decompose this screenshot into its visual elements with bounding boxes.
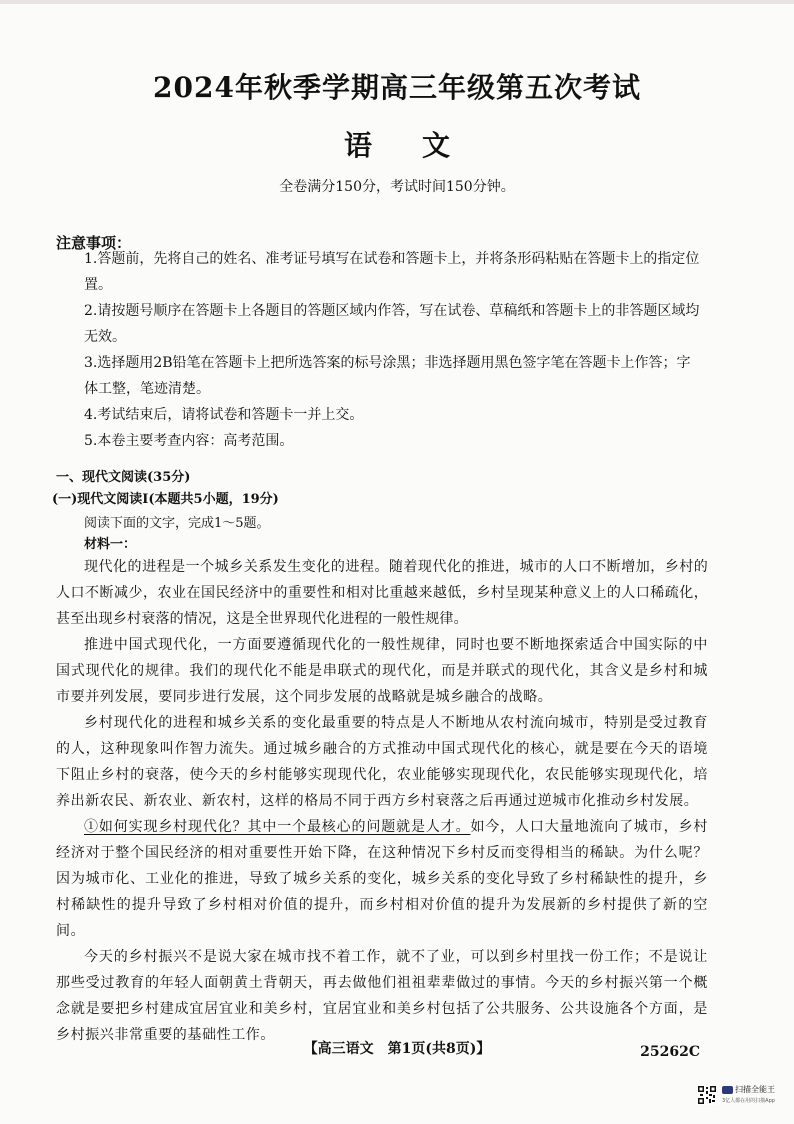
paragraph: 现代化的进程是一个城乡关系发生变化的进程。随着现代化的推进，城市的人口不断增加，乡村的人口不断减少，农业在国民经济中的重要性和相对比重越来越低，乡村呈现某种意义上的人口稀疏化，甚至出现乡村衰落的情况，这是全世界现代化进程的一般性规律。: [56, 559, 708, 627]
paragraph: [56, 814, 708, 944]
exam-title: 2024年秋季学期高三年级第五次考试: [153, 71, 641, 104]
scanner-logo-icon: [722, 1086, 733, 1094]
material-body: [56, 554, 708, 1048]
sub-section-heading: (一)现代文阅读Ⅰ(本题共5小题，19分): [52, 492, 279, 507]
notice-title: 注意事项：: [56, 234, 132, 252]
paragraph-rest: 如今，人口大量地流向了城市，乡村经济对于整个国民经济的相对重要性开始下降，在这种情况下乡村反而变得相当的稀缺。为什么呢？因为城市化、工业化的推进，导致了城乡关系的变化，城乡关系的变化导致了乡村稀缺性的提升，乡村稀缺性的提升导致了乡村相对价值的提升，而乡村相对价值的提升为发展新的乡村提供了新的空间。: [56, 819, 708, 939]
reading-instruction: 阅读下面的文字，完成1～5题。: [84, 516, 270, 531]
scanner-name: 扫描全能王: [735, 1085, 775, 1094]
notice-item: 1.答题前，先将自己的姓名、准考证号填写在试卷和答题卡上，并将条形码粘贴在答题卡上的指定位置。: [84, 251, 700, 293]
paragraph: 今天的乡村振兴不是说大家在城市找不着工作，就不了业，可以到乡村里找一份工作；不是说让那些受过教育的年轻人面朝黄土背朝天，再去做他们祖祖辈辈做过的事情。今天的乡村振兴第一个概念就是要把乡村建成宜居宜业和美乡村，宜居宜业和美乡村包括了公共服务、公共设施各个方面，是乡村振兴非常重要的基础性工作。: [56, 949, 708, 1043]
notice-item: 4.考试结束后，请将试卷和答题卡一并上交。: [84, 407, 364, 423]
paragraph: 推进中国式现代化，一方面要遵循现代化的一般性规律，同时也要不断地探索适合中国实际的中国式现代化的规律。我们的现代化不能是串联式的现代化，而是并联式的现代化，其含义是乡村和城市要并列发展，要同步进行发展，这个同步发展的战略就是城乡融合的战略。: [56, 637, 708, 705]
scanner-watermark: [722, 1084, 782, 1108]
paper-code: 25262C: [640, 1044, 700, 1060]
notice-item: 3.选择题用2B铅笔在答题卡上把所选答案的标号涂黑；非选择题用黑色签字笔在答题卡上作答；字体工整，笔迹清楚。: [84, 355, 691, 397]
notice-list: [84, 246, 704, 454]
paragraph: 乡村现代化的进程和城乡关系的变化最重要的特点是人不断地从农村流向城市，特别是受过教育的人，这种现象叫作智力流失。通过城乡融合的方式推动中国式现代化的核心，就是要在今天的语境下阻止乡村的衰落，使今天的乡村能够实现现代化，农业能够实现现代化，农民能够实现现代化，培养出新农民、新农业、新农村，这样的格局不同于西方乡村衰落之后再通过逆城市化推动乡村发展。: [56, 715, 708, 809]
score-info: 全卷满分150分，考试时间150分钟。: [279, 179, 515, 195]
section-heading: 一、现代文阅读(35分): [56, 470, 191, 485]
material-label: 材料一：: [84, 537, 137, 552]
scanner-tagline: 3亿人都在用的扫描App: [722, 1098, 775, 1104]
subject-title: 语文: [343, 129, 500, 162]
qr-code-icon: [697, 1085, 717, 1105]
notice-item: 2.请按题号顺序在答题卡上各题目的答题区域内作答，写在试卷、草稿纸和答题卡上的非答题区域均无效。: [84, 303, 700, 345]
scan-edge: [0, 0, 794, 4]
underlined-sentence: ①如何实现乡村现代化？其中一个最核心的问题就是人才。: [84, 819, 471, 835]
page-footer-label: 【高三语文 第1页(共8页)】: [303, 1041, 491, 1057]
notice-item: 5.本卷主要考查内容：高考范围。: [84, 433, 294, 449]
